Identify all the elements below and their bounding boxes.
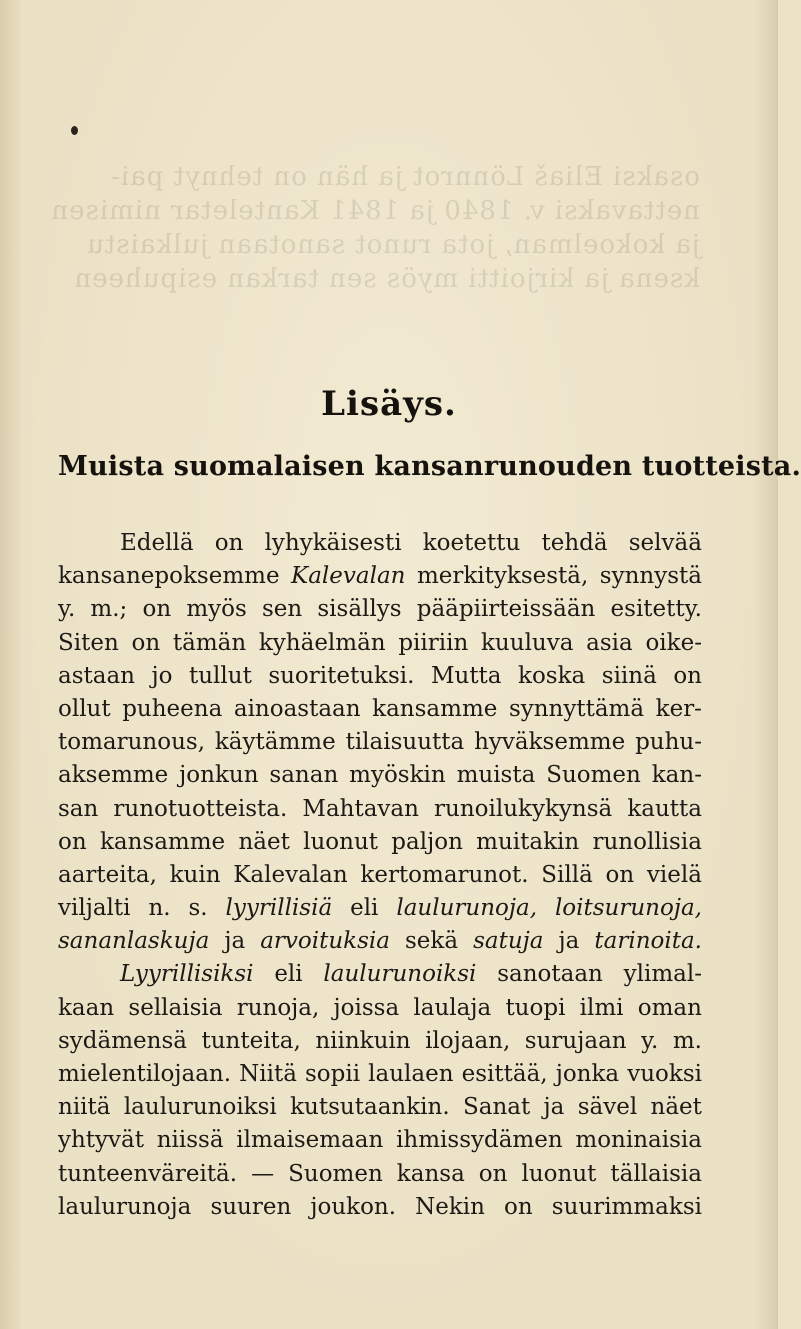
text-line <box>58 593 702 626</box>
word: tämän <box>172 629 247 656</box>
word: luonut <box>521 1160 597 1187</box>
word: ollut <box>58 695 111 722</box>
word: piiriin <box>398 629 469 656</box>
text-line <box>58 1191 702 1224</box>
word: synnyttämä <box>508 695 645 722</box>
word: astaan <box>58 662 135 689</box>
word: ainoastaan <box>233 695 361 722</box>
word: runoilukykynsä <box>434 795 613 822</box>
word: arvoituksia <box>260 928 390 955</box>
text-line <box>58 660 702 693</box>
word: kansamme <box>99 828 226 855</box>
word: on <box>214 530 244 556</box>
word: puhu- <box>635 729 702 756</box>
text-line <box>58 726 702 759</box>
word: on <box>131 629 161 656</box>
word: siinä <box>601 662 657 689</box>
word: laulaen <box>368 1061 454 1087</box>
word: on <box>142 596 172 623</box>
word: muitakin <box>476 828 580 855</box>
ink-spot <box>71 126 78 135</box>
word: s. <box>188 895 208 922</box>
word: m.; <box>90 596 128 623</box>
word: sekä <box>405 928 459 955</box>
word: niitä <box>58 1094 111 1121</box>
word: on <box>478 1160 508 1187</box>
text-line <box>58 859 702 892</box>
word: asia <box>586 629 633 656</box>
word: sopii <box>305 1061 361 1087</box>
paragraph-2 <box>58 958 702 1224</box>
text-line <box>58 1058 702 1091</box>
word: suoritetuksi. <box>268 662 415 689</box>
text-line <box>58 793 702 826</box>
word: kuin <box>169 861 221 888</box>
text-line <box>58 958 702 991</box>
word: tilaisuutta <box>345 729 465 756</box>
word: laulurunoja <box>58 1193 192 1220</box>
word: runotuotteista. <box>113 795 288 822</box>
word: kan- <box>651 762 702 789</box>
word: esittää, <box>461 1061 548 1087</box>
word: näet <box>650 1094 702 1121</box>
text-line <box>58 925 702 958</box>
word: Mahtavan <box>302 795 419 822</box>
word: laulurunoja, <box>396 895 538 922</box>
word: eli <box>350 895 379 922</box>
word: on <box>504 1193 533 1220</box>
word: tunteita, <box>201 1027 301 1054</box>
word: kyhäelmän <box>258 629 386 656</box>
bleed-line: osaksi Eliaš Lönnrot ja hän on tehnyt pai- <box>110 162 700 192</box>
word: esitetty. <box>610 596 702 623</box>
word: jonka <box>555 1061 620 1087</box>
text-line <box>58 627 702 660</box>
word: joissa <box>333 994 400 1021</box>
body-text <box>58 527 702 1224</box>
word: kansa <box>396 1160 465 1187</box>
word: ilmi <box>579 994 624 1021</box>
text-line <box>58 992 702 1025</box>
word: y. <box>58 596 76 623</box>
word: Edellä <box>120 530 194 556</box>
word: sävel <box>577 1094 638 1121</box>
word: lyyrillisiä <box>225 895 333 922</box>
text-line <box>58 560 702 593</box>
word: koska <box>518 662 586 689</box>
word: kansanepoksemme <box>58 563 280 590</box>
word: aarteita, <box>58 861 157 888</box>
word: surujaan <box>524 1027 627 1054</box>
word: Nekin <box>415 1193 485 1220</box>
word: laulurunoiksi <box>123 1094 277 1121</box>
word: kautta <box>627 795 702 822</box>
word: vielä <box>646 861 702 888</box>
word: Suomen <box>288 1160 383 1187</box>
bleed-through-text <box>50 160 700 340</box>
word: sellaisia <box>128 994 223 1021</box>
word: sananlaskuja <box>58 928 210 955</box>
word: kuuluva <box>481 629 574 656</box>
word: jo <box>151 662 173 689</box>
word: ja <box>558 928 580 955</box>
word: laulurunoiksi <box>323 961 477 988</box>
word: Sillä <box>541 861 593 888</box>
word: Niitä <box>239 1061 297 1087</box>
word: Lyyrillisiksi <box>120 961 254 988</box>
word: selvää <box>628 530 702 556</box>
word: tehdä <box>541 530 608 556</box>
word: käytämme <box>214 729 336 756</box>
word: ylimal- <box>623 961 702 988</box>
text-line <box>58 1158 702 1191</box>
word: tällaisia <box>610 1160 702 1187</box>
word: joukon. <box>310 1193 397 1220</box>
word: luonut <box>303 828 379 855</box>
word: sanotaan <box>497 961 603 988</box>
word: yhtyvät <box>58 1127 144 1154</box>
word: Kalevalan <box>291 563 406 590</box>
word: jonkun <box>179 762 259 789</box>
word: Kalevalan <box>233 861 348 888</box>
word: niissä <box>156 1127 224 1154</box>
word: viljalti <box>58 895 131 922</box>
word: kutsutaankin. <box>290 1094 450 1121</box>
word: ja <box>224 928 246 955</box>
word: y. <box>641 1027 659 1054</box>
word: synnystä <box>599 563 702 590</box>
word: tomarunous, <box>58 729 206 756</box>
word: koetettu <box>422 530 521 556</box>
word: hyväksemme <box>474 729 626 756</box>
word: runoja, <box>236 994 320 1021</box>
word: ihmissydämen <box>396 1127 563 1154</box>
word: ilmaisemaan <box>236 1127 384 1154</box>
page-title: Lisäys. <box>321 384 457 424</box>
bleed-line: ksena ja kirjoitti myös sen tarkan esipuheen <box>73 264 700 294</box>
bleed-line: ja kokoelman, jota runot sanotaan julkaistu <box>86 230 700 260</box>
word: Sanat <box>462 1094 531 1121</box>
bleed-line: nettavaksi v. 1840 ja 1841 Kanteletar nimisen <box>50 196 700 226</box>
word: kaan <box>58 994 115 1021</box>
word: san <box>58 795 99 822</box>
word: kansamme <box>372 695 498 722</box>
word: n. <box>148 895 171 922</box>
section-subtitle: Muista suomalaisen kansanrunouden tuotteista. <box>58 451 801 482</box>
word: loitsurunoja, <box>554 895 702 922</box>
word: runollisia <box>592 828 702 855</box>
word: tarinoita. <box>594 928 702 955</box>
word: Suomen <box>546 762 641 789</box>
word: lyhykäisesti <box>264 530 402 556</box>
text-line <box>58 1091 702 1124</box>
word: satuja <box>473 928 544 955</box>
word: sisällys <box>317 596 402 623</box>
word: moninaisia <box>575 1127 702 1154</box>
word: on <box>673 662 702 689</box>
word: sydämensä <box>58 1027 187 1054</box>
word: sanan <box>269 762 339 789</box>
word: paljon <box>391 828 463 855</box>
word: näet <box>238 828 290 855</box>
text-line <box>58 759 702 792</box>
word: oike- <box>645 629 702 656</box>
word: tullut <box>188 662 252 689</box>
word: on <box>605 861 635 888</box>
word: m. <box>672 1027 702 1054</box>
text-line <box>58 1025 702 1058</box>
word: ker- <box>655 695 702 722</box>
text-line <box>58 826 702 859</box>
text-line <box>58 527 702 560</box>
word: pääpiirteissään <box>416 596 596 623</box>
word: ilojaan, <box>425 1027 511 1054</box>
word: muista <box>456 762 536 789</box>
word: tuopi <box>505 994 566 1021</box>
text-line <box>58 1124 702 1157</box>
word: kertomarunot. <box>360 861 529 888</box>
word: myös <box>186 596 247 623</box>
text-line <box>58 693 702 726</box>
text-line <box>58 892 702 925</box>
word: laulaja <box>413 994 492 1021</box>
word: suuren <box>210 1193 292 1220</box>
paragraph-1 <box>58 527 702 958</box>
word: mielentilojaan. <box>58 1061 232 1087</box>
word: sen <box>261 596 303 623</box>
word: eli <box>274 961 303 988</box>
word: tunteenväreitä. <box>58 1160 238 1187</box>
word: oman <box>637 994 702 1021</box>
word: suurimmaksi <box>551 1193 702 1220</box>
word: myöskin <box>349 762 446 789</box>
word: niinkuin <box>315 1027 411 1054</box>
word: puheena <box>122 695 223 722</box>
word: on <box>58 828 87 855</box>
word: merkityksestä, <box>416 563 589 590</box>
word: Siten <box>58 629 119 656</box>
word: Mutta <box>430 662 502 689</box>
word: — <box>251 1160 275 1187</box>
word: ja <box>543 1094 565 1121</box>
word: vuoksi <box>627 1061 702 1087</box>
word: aksemme <box>58 762 169 789</box>
